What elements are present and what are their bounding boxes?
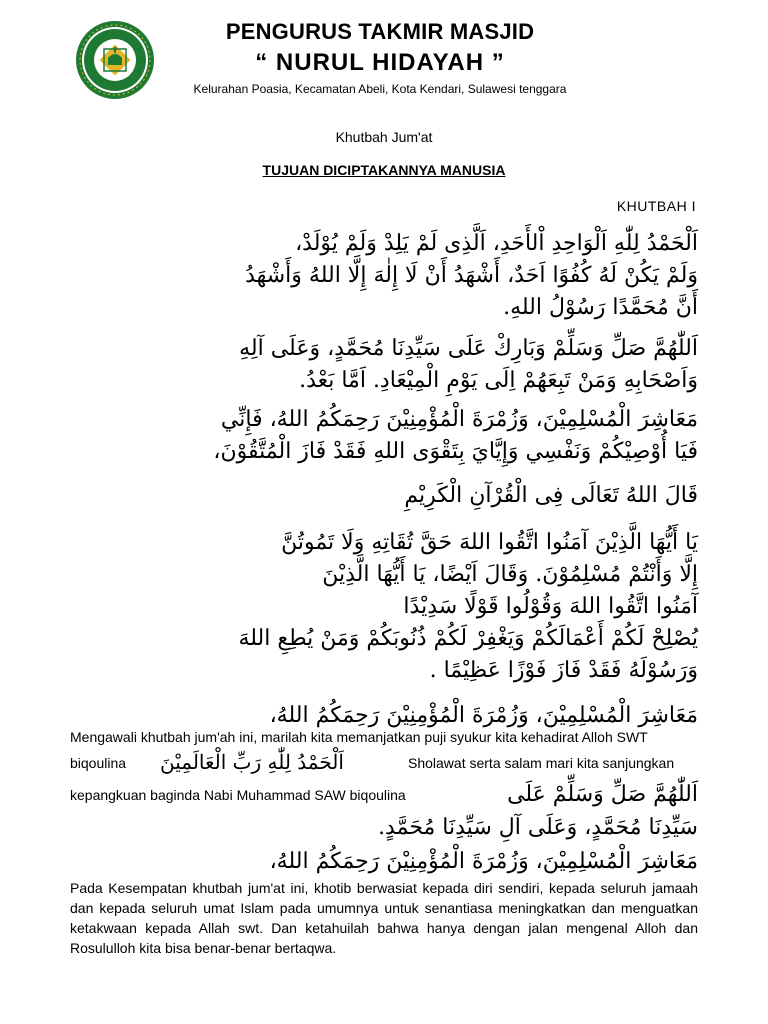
mosque-logo xyxy=(75,20,155,100)
mosque-name: “ NURUL HIDAYAH ” xyxy=(255,49,505,76)
arabic-opening-block xyxy=(70,228,698,324)
arabic-line: يَا أَيُّهَا الَّذِيْنَ آمَنُوا اتَّقُوا اللهَ حَقَّ تُقَاتِهِ وَلَا تَمُوتُنَّ xyxy=(281,530,698,555)
section-label: KHUTBAH I xyxy=(616,198,696,214)
arabic-line: مَعَاشِرَ الْمُسْلِمِيْنَ، وَزُمْرَةَ الْمُؤْمِنِيْنَ رَحِمَكُمُ اللهُ، xyxy=(269,703,698,728)
arabic-line: اَلْحَمْدُ لِلّٰهِ اَلْوَاحِدِ اْلأَحَدِ، اَلَّذِى لَمْ يَلِدْ وَلَمْ يُوْلَدْ، xyxy=(295,231,698,256)
arabic-line: سَيِّدِنَا مُحَمَّدٍ، وَعَلَى آلِ سَيِّدِنَا مُحَمَّدٍ. xyxy=(378,815,698,840)
document-type: Khutbah Jum'at xyxy=(335,129,433,145)
arabic-line: يُصْلِحْ لَكُمْ أَعْمَالَكُمْ وَيَغْفِرْ لَكُمْ ذُنُوبَكُمْ وَمَنْ يُطِعِ اللهَ xyxy=(238,626,698,651)
sholawat-text: Sholawat serta salam mari kita sanjungkan xyxy=(408,755,675,771)
wasiat-paragraph: Pada Kesempatan khutbah jum'at ini, khotib berwasiat kepada diri sendiri, kepada seluruh jamaah dan kepada seluruh umat Islam pada umumnya untuk senantiasa meningkatkan dan menguatkan ketakwaan kepada Allah swt. Dan ketahuilah bahwa hanya dengan jalan mengenal Alloh dan Rosululloh kita bisa benar-benar bertaqwa. xyxy=(70,880,698,956)
arabic-line: مَعَاشِرَ الْمُسْلِمِيْنَ، وَزُمْرَةَ الْمُؤْمِنِيْنَ رَحِمَكُمُ اللهُ، فَإِنِّي xyxy=(220,407,698,432)
biqoulina-label: biqoulina xyxy=(70,755,127,771)
arabic-address-2 xyxy=(70,846,698,878)
hamdalah-arabic: اَلْحَمْدُ لِلّٰهِ رَبِّ الْعَالَمِيْنَ xyxy=(160,750,344,774)
arabic-line: مَعَاشِرَ الْمُسْلِمِيْنَ، وَزُمْرَةَ الْمُؤْمِنِيْنَ رَحِمَكُمُ اللهُ، xyxy=(269,849,698,874)
arabic-line: آمَنُوا اتَّقُوا اللهَ وَقُوْلُوا قَوْلًا سَدِيْدًا xyxy=(403,594,698,619)
arabic-line: إِلَّا وَأَنْتُمْ مُسْلِمُوْنَ. وَقَالَ اَيْضًا، يَا أَيُّهَا الَّذِيْنَ xyxy=(322,562,698,587)
organization-name: PENGURUS TAKMIR MASJID xyxy=(225,19,535,44)
opening-paragraph xyxy=(70,727,698,747)
arabic-line: اَللّٰهُمَّ صَلِّ وَسَلِّمْ وَبَارِكْ عَلَى سَيِّدِنَا مُحَمَّدٍ، وَعَلَى آلِهِ xyxy=(239,336,698,361)
arabic-line: قَالَ اللهُ تَعَالَى فِى الْقُرْآنِ الْكَرِيْمِ xyxy=(404,483,698,508)
sholawat-intro: kepangkuan baginda Nabi Muhammad SAW biqoulina xyxy=(70,787,406,803)
sholawat-line xyxy=(70,782,698,812)
arabic-quran-intro xyxy=(70,480,698,512)
arabic-line: وَرَسُوْلَهُ فَقَدْ فَازَ فَوْزًا عَظِيْمًا . xyxy=(429,658,698,683)
document-title: TUJUAN DICIPTAKANNYA MANUSIA xyxy=(262,162,506,178)
arabic-verse-block xyxy=(70,527,698,623)
arabic-sholawat-end xyxy=(70,812,698,844)
arabic-verse-continuation xyxy=(70,623,698,687)
arabic-line: وَلَمْ يَكُنْ لَهُ كُفُوًا اَحَدٌ، أَشْهَدُ أَنْ لَا إِلٰهَ إِلَّا اللهُ وَأَشْهَدُ xyxy=(245,263,698,288)
arabic-line: وَاَصْحَابِهِ وَمَنْ تَبِعَهُمْ اِلَى يَوْمِ الْمِيْعَادِ. اَمَّا بَعْدُ. xyxy=(299,368,698,393)
sholawat-arabic: اَللّٰهُمَّ صَلِّ وَسَلِّمْ عَلَى xyxy=(507,782,698,807)
arabic-sholawat-block xyxy=(70,333,698,397)
hamdalah-line xyxy=(70,750,698,780)
arabic-line: أَنَّ مُحَمَّدًا رَسُوْلُ اللهِ. xyxy=(503,295,698,320)
arabic-wasiat-block xyxy=(70,404,698,468)
paragraph-line: Mengawali khutbah jum'ah ini, marilah kita memanjatkan puji syukur kita kehadirat Alloh SWT xyxy=(70,729,648,745)
arabic-line: فَيَا أُوْصِيْكُمْ وَنَفْسِي وَإِيَّايَ بِتَقْوَى اللهِ فَقَدْ فَازَ الْمُتَّقُوْنَ، xyxy=(213,439,698,464)
organization-address: Kelurahan Poasia, Kecamatan Abeli, Kota Kendari, Sulawesi tenggara xyxy=(193,82,567,96)
